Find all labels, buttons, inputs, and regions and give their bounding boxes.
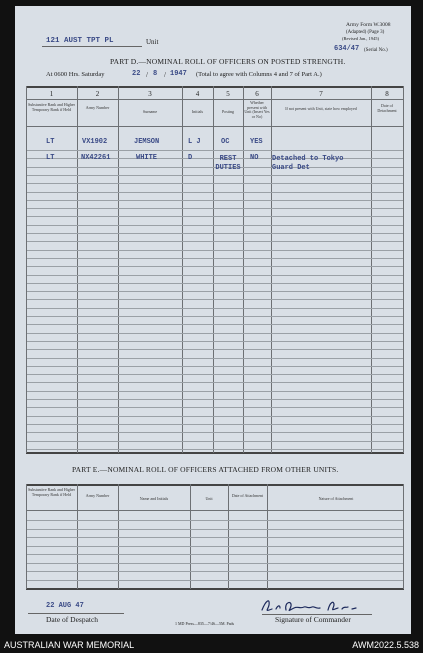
row-rule (27, 258, 403, 259)
despatch-date: 22 AUG 47 (46, 602, 84, 610)
row1-present: YES (250, 138, 263, 146)
row2-employed: Detached to Tokyo Guard Det (272, 155, 344, 173)
table-d-top-border (26, 86, 404, 88)
col-num-8: 8 (385, 90, 389, 98)
row-rule (27, 391, 403, 392)
row-rule (27, 283, 403, 284)
table-d-colnum-border (26, 99, 404, 100)
date-slash-2: / (164, 71, 166, 79)
col-num-1: 1 (49, 90, 54, 98)
row2-number: NX42261 (81, 154, 111, 162)
table-d-col-border (403, 86, 404, 453)
row-rule (27, 225, 403, 226)
row-rule (27, 175, 403, 176)
row-rule (27, 200, 403, 201)
row1-surname: JEMSON (134, 138, 160, 146)
date-prefix: At 0600 Hrs. Saturday (46, 71, 105, 78)
footer-right: AWM2022.5.538 (352, 640, 419, 650)
despatch-underline (28, 613, 124, 614)
unit-value: 121 AUST TPT PL (46, 37, 114, 45)
date-slash-1: / (146, 71, 148, 79)
table-e-col-border (403, 484, 404, 589)
e-header-nature: Nature of Attachment (318, 496, 354, 501)
col-num-6: 6 (255, 90, 259, 98)
unit-underline (42, 46, 142, 47)
col-num-5: 5 (226, 90, 230, 98)
date-month: 8 (153, 70, 158, 78)
row-rule (27, 571, 403, 572)
row-rule (27, 554, 403, 555)
table-d-col-border (118, 86, 119, 453)
row-rule (27, 441, 403, 442)
table-e-bottom-border (26, 588, 404, 590)
row-rule (27, 216, 403, 217)
row-rule (27, 546, 403, 547)
row-rule (27, 520, 403, 521)
row-rule (27, 416, 403, 417)
row1-rank: LT (46, 138, 55, 146)
row-rule (27, 529, 403, 530)
row-rule (27, 382, 403, 383)
row-rule (27, 291, 403, 292)
col-num-7: 7 (319, 90, 323, 98)
row-rule (27, 424, 403, 425)
date-day: 22 (132, 70, 141, 78)
date-year: 1947 (170, 70, 187, 78)
col-header-number: Army Number (85, 105, 110, 110)
row2-surname: WHITE (136, 154, 158, 162)
col-num-3: 3 (148, 90, 152, 98)
row-rule (27, 537, 403, 538)
col-header-employed: If not present with Unit, state how employed (285, 106, 357, 111)
row-rule (27, 432, 403, 433)
e-header-unit: Unit (205, 496, 213, 501)
row2-posting: REST DUTIES (215, 155, 241, 173)
serial-value: 634/47 (334, 45, 360, 53)
e-header-name: Name and Initials (139, 496, 169, 501)
row2-rank: LT (46, 154, 55, 162)
row-rule (27, 349, 403, 350)
row-rule (27, 580, 403, 581)
form-revised: (Revised Jan., 1945) (342, 36, 379, 41)
row-rule (27, 241, 403, 242)
col-header-present: Whether present with Unit (Insert Yes or No) (244, 100, 270, 119)
form-title: Army Form W.3008 (346, 22, 391, 28)
col-header-initials: Initials (191, 109, 204, 114)
row1-number: VX1902 (82, 138, 108, 146)
row-rule (27, 407, 403, 408)
row1-initials: L J (188, 138, 201, 146)
date-suffix: (Total to agree with Columns 4 and 7 of Part A.) (196, 71, 322, 78)
row-rule (27, 341, 403, 342)
row-rule (27, 374, 403, 375)
part-e-title: PART E.—NOMINAL ROLL OF OFFICERS ATTACHED FROM OTHER UNITS. (72, 465, 339, 474)
part-d-title: PART D.—NOMINAL ROLL OF OFFICERS ON POSTED STRENGTH. (110, 57, 346, 66)
row-rule (27, 563, 403, 564)
table-e-header-border (26, 510, 404, 511)
e-header-rank: Substantive Rank and Higher Temporary Rank if Held (28, 487, 75, 497)
row-rule (27, 233, 403, 234)
archive-footer (0, 636, 423, 653)
commander-signature (260, 596, 370, 616)
row-rule (27, 308, 403, 309)
printer-note: 1 MD Press—835—7/46—5M. Pads (175, 621, 235, 626)
row-rule (27, 250, 403, 251)
col-header-surname: Surname (142, 109, 158, 114)
table-d-header-border (26, 126, 404, 127)
table-d-col-border (182, 86, 183, 453)
row-rule (27, 192, 403, 193)
row-rule (27, 449, 403, 450)
row-rule (27, 208, 403, 209)
row-rule (27, 150, 403, 151)
row-rule (27, 299, 403, 300)
row-rule (27, 399, 403, 400)
unit-label: Unit (146, 38, 159, 46)
table-d-col-border (77, 86, 78, 453)
row-rule (27, 324, 403, 325)
row-rule (27, 266, 403, 267)
col-header-posting: Posting (221, 109, 234, 114)
e-header-number: Army Number (85, 493, 110, 498)
table-d-col-border (26, 86, 27, 453)
serial-label: (Serial No.) (364, 48, 388, 53)
table-d-col-border (271, 86, 272, 453)
row2-initials: D (188, 154, 193, 162)
footer-left: AUSTRALIAN WAR MEMORIAL (4, 640, 135, 650)
table-d-col-border (213, 86, 214, 453)
row2-present: NO (250, 154, 259, 162)
row-rule (27, 183, 403, 184)
col-num-4: 4 (195, 90, 200, 98)
row-rule (27, 275, 403, 276)
despatch-label: Date of Despatch (46, 615, 99, 624)
form-adapted: (Adapted) (Page 3) (346, 30, 385, 35)
row-rule (27, 333, 403, 334)
row-rule (27, 316, 403, 317)
table-d-col-border (371, 86, 372, 453)
col-num-2: 2 (95, 90, 100, 98)
table-d-bottom-border (26, 452, 404, 454)
table-e-top-border (26, 484, 404, 486)
col-header-detachment: Date of Detachment (377, 103, 397, 113)
col-header-rank: Substantive Rank and Higher Temporary Rank if Held (28, 102, 75, 112)
row-rule (27, 358, 403, 359)
row-rule (27, 366, 403, 367)
e-header-date: Date of Attachment (231, 493, 264, 498)
table-d-col-border (243, 86, 244, 453)
row1-posting: OC (221, 138, 230, 146)
signature-label: Signature of Commander (275, 615, 351, 624)
